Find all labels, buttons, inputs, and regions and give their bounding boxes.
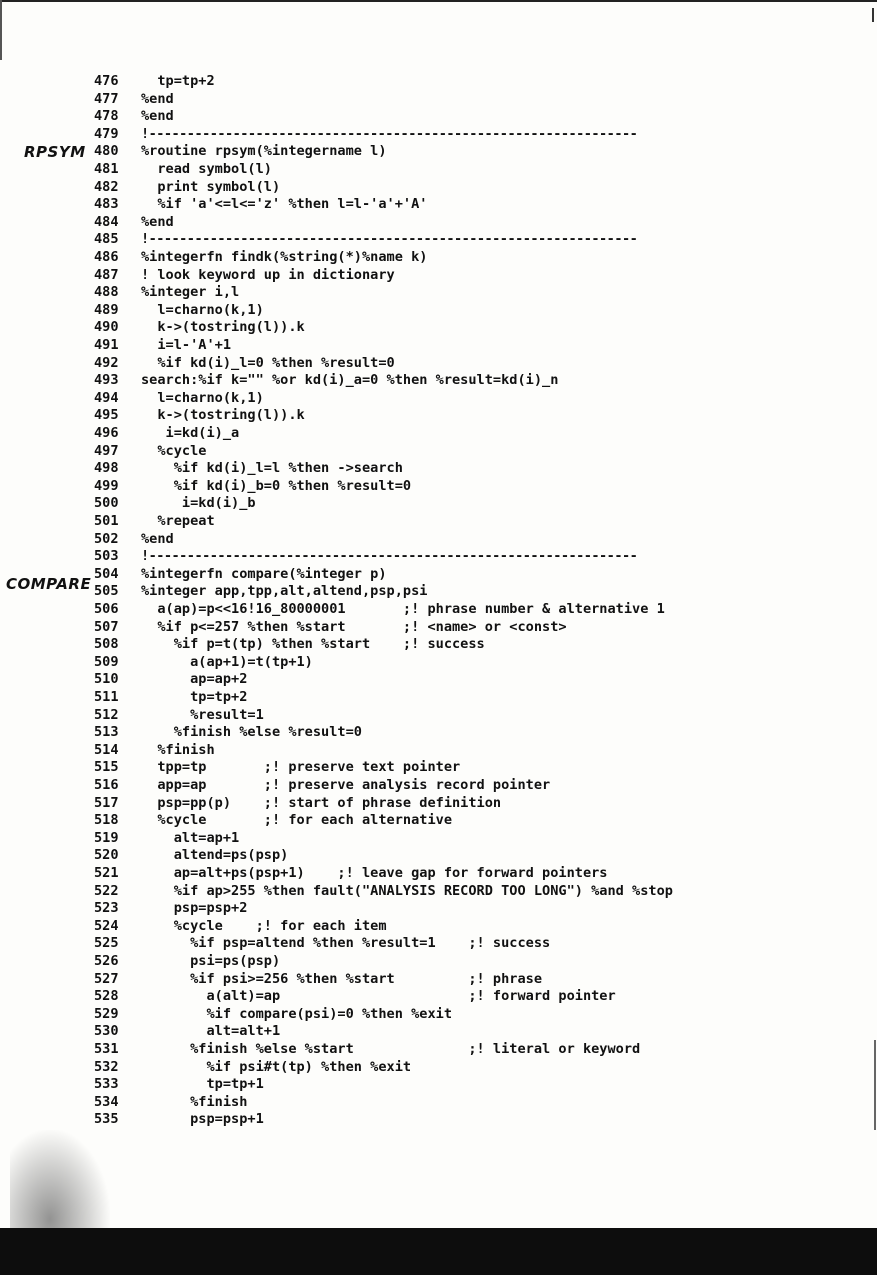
line-number: 484: [94, 213, 119, 230]
line-code: %finish: [141, 741, 215, 758]
line-number: 525: [94, 935, 119, 952]
line-code: %cycle: [141, 442, 207, 459]
line-number: 477: [94, 90, 119, 107]
margin-label-compare: COMPARE: [6, 575, 92, 593]
line-number: 524: [94, 917, 119, 934]
line-number: 530: [94, 1023, 119, 1040]
line-number: 483: [94, 196, 119, 213]
line-code: %result=1: [141, 706, 264, 723]
line-code: %cycle ;! for each alternative: [141, 812, 452, 829]
line-code: %integerfn findk(%string(*)%name k): [141, 249, 428, 265]
line-code: %if psp=altend %then %result=1 ;! success: [141, 935, 551, 952]
line-number: 492: [94, 354, 119, 371]
line-number: 505: [94, 583, 119, 600]
line-number: 515: [94, 759, 119, 776]
line-code: %if kd(i)_b=0 %then %result=0: [141, 477, 412, 494]
line-number: 481: [94, 161, 119, 177]
line-code: psp=psp+1: [141, 1111, 264, 1128]
line-code: l=charno(k,1): [141, 301, 264, 318]
line-code: read symbol(l): [141, 161, 272, 177]
line-code: ! look keyword up in dictionary: [141, 266, 395, 283]
line-code: %if kd(i)_l=0 %then %result=0: [141, 354, 395, 371]
line-number: 516: [94, 777, 119, 793]
line-code: psi=ps(psp): [141, 953, 281, 969]
line-code: %if ap>255 %then fault("ANALYSIS RECORD TOO LONG") %and %stop: [141, 882, 673, 899]
line-code: %integer i,l: [141, 284, 240, 301]
line-code: i=kd(i)_b: [141, 495, 256, 512]
line-number: 490: [94, 319, 119, 336]
line-number: 496: [94, 425, 119, 441]
line-code: !----------------------------------------------------------------: [141, 548, 638, 565]
scan-top-edge: [0, 0, 877, 2]
line-number: 513: [94, 724, 119, 741]
line-code: ap=alt+ps(psp+1) ;! leave gap for forward pointers: [141, 865, 608, 881]
line-number: 493: [94, 372, 119, 389]
line-code: %integer app,tpp,alt,altend,psp,psi: [141, 583, 428, 600]
line-number: 535: [94, 1111, 119, 1128]
scan-smudge: [10, 1130, 110, 1235]
line-number: 503: [94, 548, 119, 565]
line-number: 533: [94, 1076, 119, 1093]
line-code: i=kd(i)_a: [141, 425, 240, 441]
line-code: a(alt)=ap ;! forward pointer: [141, 988, 616, 1005]
line-code: l=charno(k,1): [141, 389, 264, 406]
line-number: 528: [94, 988, 119, 1005]
line-code: app=ap ;! preserve analysis record pointer: [141, 777, 551, 793]
line-code: %if psi#t(tp) %then %exit: [141, 1058, 412, 1075]
line-code: search:%if k="" %or kd(i)_a=0 %then %result=kd(i)_n: [141, 372, 559, 389]
line-code: %routine rpsym(%integername l): [141, 143, 387, 160]
line-code: tpp=tp ;! preserve text pointer: [141, 759, 461, 776]
line-number: 501: [94, 513, 119, 529]
line-number: 523: [94, 900, 119, 917]
line-number: 502: [94, 530, 119, 547]
line-number: 497: [94, 442, 119, 459]
line-number: 479: [94, 125, 119, 142]
line-code: %repeat: [141, 513, 215, 529]
line-number: 482: [94, 178, 119, 195]
line-number: 512: [94, 706, 119, 723]
line-code: %if p=t(tp) %then %start ;! success: [141, 636, 485, 653]
line-code: ap=ap+2: [141, 671, 248, 688]
line-code: psp=pp(p) ;! start of phrase definition: [141, 794, 502, 811]
line-code: %finish: [141, 1093, 248, 1110]
margin-label-rpsym: RPSYM: [24, 143, 86, 161]
line-code: print symbol(l): [141, 178, 281, 195]
line-code: %end: [141, 530, 174, 547]
line-number: 526: [94, 953, 119, 969]
line-number: 476: [94, 73, 119, 89]
line-code: k->(tostring(l)).k: [141, 319, 305, 336]
line-code: alt=alt+1: [141, 1023, 281, 1040]
line-code: tp=tp+2: [141, 689, 248, 705]
line-number: 517: [94, 794, 119, 811]
line-code: %end: [141, 108, 174, 125]
line-number: 522: [94, 882, 119, 899]
line-code: !----------------------------------------------------------------: [141, 231, 638, 248]
line-number: 488: [94, 284, 119, 301]
line-number: 494: [94, 389, 119, 406]
line-code: %cycle ;! for each item: [141, 917, 387, 934]
line-code: altend=ps(psp): [141, 847, 289, 864]
line-code: %integerfn compare(%integer p): [141, 565, 387, 582]
line-code: %finish %else %result=0: [141, 724, 362, 741]
line-number: 487: [94, 266, 119, 283]
line-code: %if kd(i)_l=l %then ->search: [141, 460, 403, 477]
line-code: psp=psp+2: [141, 900, 248, 917]
line-number: 489: [94, 301, 119, 318]
line-code: tp=tp+1: [141, 1076, 264, 1093]
line-number: 511: [94, 689, 119, 705]
line-number: 478: [94, 108, 119, 125]
line-number: 520: [94, 847, 119, 864]
line-number: 491: [94, 337, 119, 353]
line-number: 507: [94, 618, 119, 635]
line-number: 485: [94, 231, 119, 248]
line-number: 534: [94, 1093, 119, 1110]
scan-right-mark: [872, 8, 874, 22]
line-code: alt=ap+1: [141, 829, 240, 846]
line-number: 521: [94, 865, 119, 881]
line-number: 508: [94, 636, 119, 653]
line-number: 514: [94, 741, 119, 758]
line-number: 519: [94, 829, 119, 846]
scan-bottom-edge: [0, 1228, 877, 1275]
line-number: 529: [94, 1005, 119, 1022]
line-number: 509: [94, 653, 119, 670]
line-code: a(ap)=p<<16!16_80000001 ;! phrase number & alternative 1: [141, 601, 665, 617]
line-number: 510: [94, 671, 119, 688]
line-code: %end: [141, 213, 174, 230]
line-code: tp=tp+2: [141, 73, 215, 89]
line-number: 527: [94, 970, 119, 987]
line-code: i=l-'A'+1: [141, 337, 232, 353]
line-number: 495: [94, 407, 119, 424]
line-code: a(ap+1)=t(tp+1): [141, 653, 313, 670]
line-number: 504: [94, 565, 119, 582]
line-number: 500: [94, 495, 119, 512]
line-code: !----------------------------------------------------------------: [141, 125, 638, 142]
scan-left-edge: [0, 0, 2, 60]
scan-right-mark-lower: [874, 1040, 876, 1130]
line-number: 486: [94, 249, 119, 265]
line-number: 498: [94, 460, 119, 477]
line-code: %if 'a'<=l<='z' %then l=l-'a'+'A': [141, 196, 428, 213]
line-code: %finish %else %start ;! literal or keyword: [141, 1041, 641, 1057]
line-number: 480: [94, 143, 119, 160]
line-number: 531: [94, 1041, 119, 1057]
line-code: k->(tostring(l)).k: [141, 407, 305, 424]
line-code: %end: [141, 90, 174, 107]
line-code: %if p<=257 %then %start ;! <name> or <const>: [141, 618, 567, 635]
line-number: 518: [94, 812, 119, 829]
line-code: %if compare(psi)=0 %then %exit: [141, 1005, 452, 1022]
line-number: 506: [94, 601, 119, 617]
line-code: %if psi>=256 %then %start ;! phrase: [141, 970, 543, 987]
line-number: 532: [94, 1058, 119, 1075]
line-number: 499: [94, 477, 119, 494]
